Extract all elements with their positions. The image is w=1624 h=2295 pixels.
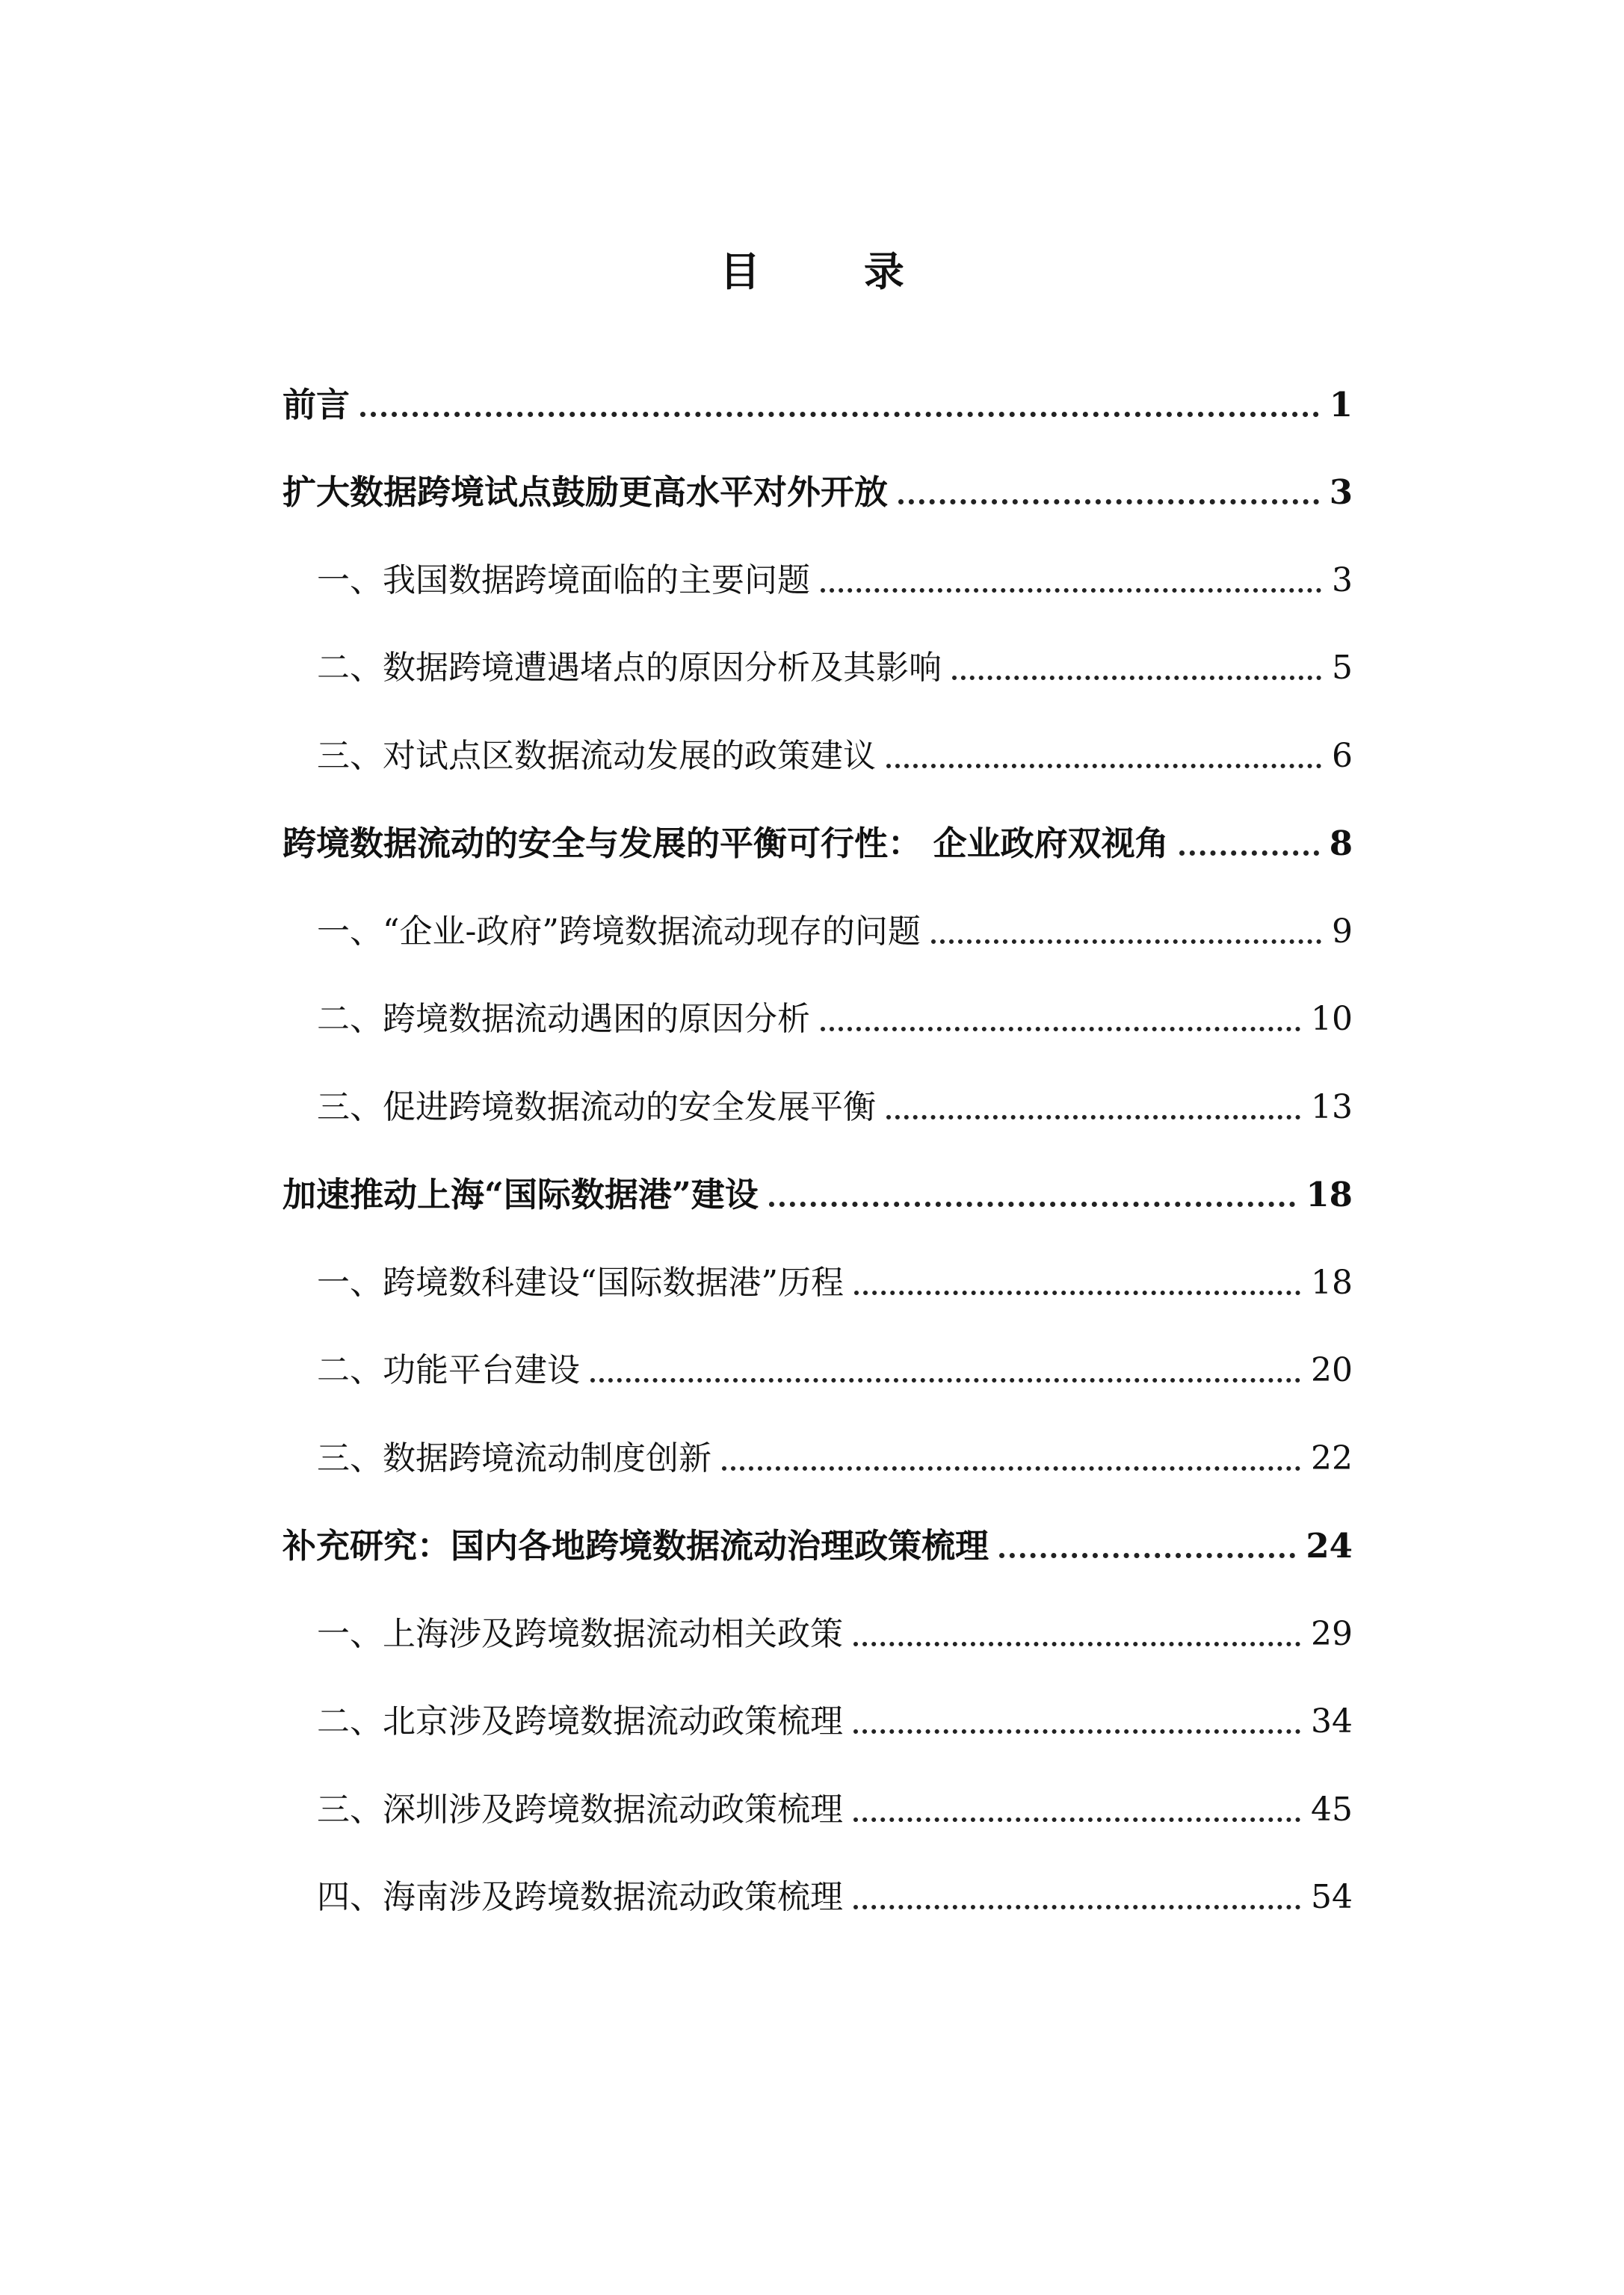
toc-entry-title: 二、北京涉及跨境数据流动政策梳理 <box>317 1702 843 1740</box>
toc-page-number: 22 <box>1311 1439 1353 1477</box>
toc-page-number: 29 <box>1311 1614 1353 1653</box>
toc-section-entry[interactable] <box>282 1756 1353 1844</box>
toc-dot-leader <box>952 676 1321 680</box>
toc-dot-leader <box>360 412 1319 417</box>
toc-entry-title: 加速推动上海“国际数据港”建设 <box>282 1175 759 1214</box>
toc-entry-title: 一、“企业-政府”跨境数据流动现存的问题 <box>317 912 921 951</box>
toc-chapter-entry[interactable] <box>282 1142 1353 1230</box>
toc-entry-title: 跨境数据流动的安全与发展的平衡可行性： 企业政府双视角 <box>282 824 1169 863</box>
toc-entry-title: 三、促进跨境数据流动的安全发展平衡 <box>317 1087 876 1126</box>
toc-entry-title: 二、功能平台建设 <box>317 1351 580 1389</box>
toc-section-entry[interactable] <box>282 1229 1353 1318</box>
toc-dot-leader <box>886 764 1321 768</box>
toc-entry-title: 三、数据跨境流动制度创新 <box>317 1439 711 1477</box>
toc-dot-leader <box>1179 850 1319 856</box>
toc-chapter-entry[interactable] <box>282 351 1353 439</box>
toc-dot-leader <box>853 1729 1300 1734</box>
toc-dot-leader <box>854 1291 1300 1295</box>
toc-dot-leader <box>999 1553 1295 1558</box>
toc-section-entry[interactable] <box>282 966 1353 1054</box>
toc-section-entry[interactable] <box>282 615 1353 703</box>
toc-page-number: 8 <box>1329 824 1353 863</box>
toc-section-entry[interactable] <box>282 1054 1353 1142</box>
toc-dot-leader <box>853 1817 1300 1822</box>
toc-list <box>282 351 1353 1932</box>
toc-section-entry[interactable] <box>282 1318 1353 1406</box>
toc-entry-title: 三、对试点区数据流动发展的政策建议 <box>317 736 876 775</box>
toc-dot-leader <box>769 1202 1296 1207</box>
toc-section-entry[interactable] <box>282 702 1353 791</box>
toc-page-number: 34 <box>1311 1702 1353 1740</box>
toc-page-number: 18 <box>1306 1175 1353 1214</box>
toc-section-entry[interactable] <box>282 878 1353 966</box>
toc-page-number: 10 <box>1311 1000 1353 1038</box>
toc-page-number: 20 <box>1311 1351 1353 1389</box>
toc-entry-title: 三、深圳涉及跨境数据流动政策梳理 <box>317 1790 843 1829</box>
toc-page-number: 9 <box>1332 912 1353 951</box>
toc-entry-title: 扩大数据跨境试点鼓励更高水平对外开放 <box>282 472 889 512</box>
toc-dot-leader <box>853 1905 1300 1909</box>
toc-entry-title: 二、数据跨境遭遇堵点的原因分析及其影响 <box>317 649 942 687</box>
toc-page-number: 54 <box>1311 1878 1353 1916</box>
toc-section-entry[interactable] <box>282 1405 1353 1493</box>
toc-section-entry[interactable] <box>282 527 1353 615</box>
toc-entry-title: 补充研究：国内各地跨境数据流动治理政策梳理 <box>282 1526 989 1566</box>
toc-chapter-entry[interactable] <box>282 1493 1353 1581</box>
toc-dot-leader <box>821 588 1321 593</box>
toc-dot-leader <box>590 1378 1300 1383</box>
toc-dot-leader <box>898 499 1319 504</box>
toc-dot-leader <box>931 939 1321 944</box>
toc-chapter-entry[interactable] <box>282 791 1353 879</box>
toc-page-number: 24 <box>1306 1526 1353 1566</box>
toc-page-number: 6 <box>1332 736 1353 775</box>
toc-dot-leader <box>821 1027 1300 1031</box>
toc-page-number: 3 <box>1332 560 1353 599</box>
toc-entry-title: 一、我国数据跨境面临的主要问题 <box>317 560 810 599</box>
toc-entry-title: 前言 <box>282 384 351 424</box>
toc-dot-leader <box>886 1115 1300 1119</box>
toc-page-number: 13 <box>1311 1087 1353 1126</box>
toc-entry-title: 四、海南涉及跨境数据流动政策梳理 <box>317 1878 843 1916</box>
toc-page-number: 5 <box>1332 649 1353 687</box>
toc-chapter-entry[interactable] <box>282 439 1353 528</box>
toc-section-entry[interactable] <box>282 1581 1353 1669</box>
toc-entry-title: 一、跨境数科建设“国际数据港”历程 <box>317 1263 844 1302</box>
toc-page-number: 1 <box>1329 384 1353 424</box>
toc-entry-title: 一、上海涉及跨境数据流动相关政策 <box>317 1614 843 1653</box>
toc-entry-title: 二、跨境数据流动遇困的原因分析 <box>317 1000 810 1038</box>
toc-dot-leader <box>853 1642 1300 1646</box>
toc-title: 目 录 <box>720 247 949 295</box>
toc-page-number: 18 <box>1311 1263 1353 1302</box>
toc-dot-leader <box>722 1466 1300 1471</box>
toc-page-number: 45 <box>1311 1790 1353 1829</box>
toc-section-entry[interactable] <box>282 1669 1353 1757</box>
toc-section-entry[interactable] <box>282 1844 1353 1933</box>
toc-page-number: 3 <box>1329 472 1353 512</box>
